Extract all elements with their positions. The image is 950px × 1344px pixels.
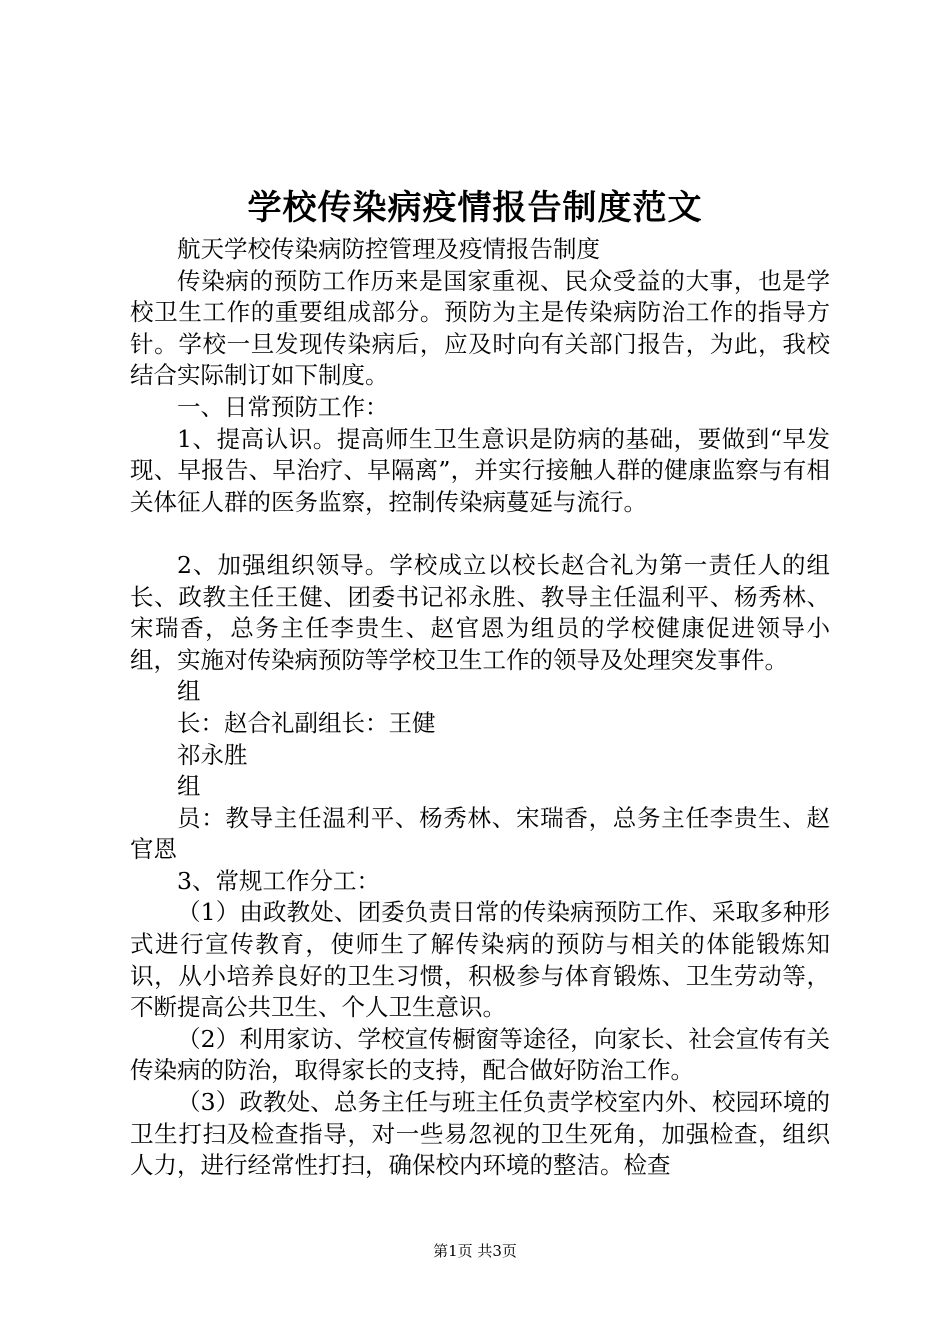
- paragraph-subtitle: 航天学校传染病防控管理及疫情报告制度: [177, 235, 600, 263]
- paragraph-item-2: 2、加强组织领导。学校成立以校长赵合礼为第一责任人的组长、政教主任王健、团委书记祁永胜、教导主任温利平、杨秀林、宋瑞香，总务主任李贵生、赵官恩为组员的学校健康促进领导小组，实施对传染病预防等学校卫生工作的领导及处理突发事件。: [130, 550, 830, 674]
- group-leader-line: 长：赵合礼副组长：王健: [177, 708, 436, 737]
- paragraph-item-1: 1、提高认识。提高师生卫生意识是防病的基础，要做到“早发现、早报告、早治疗、早隔离”，并实行接触人群的健康监察与有相关体征人群的医务监察，控制传染病蔓延与流行。: [130, 424, 830, 516]
- group-label-member-1: 组: [177, 772, 201, 801]
- paragraph-subitem-2: （2）利用家访、学校宣传橱窗等途径，向家长、社会宣传有关传染病的防治，取得家长的支持，配合做好防治工作。: [130, 1024, 830, 1085]
- paragraph-intro: 传染病的预防工作历来是国家重视、民众受益的大事，也是学校卫生工作的重要组成部分。预防为主是传染病防治工作的指导方针。学校一旦发现传染病后，应及时向有关部门报告，为此，我校结合实际制订如下制度。: [130, 266, 830, 390]
- paragraph-subitem-3: （3）政教处、总务主任与班主任负责学校室内外、校园环境的卫生打扫及检查指导，对一些易忽视的卫生死角，加强检查，组织人力，进行经常性打扫，确保校内环境的整洁。检查: [130, 1088, 830, 1180]
- page-number-footer: 第1页 共3页: [433, 1242, 517, 1260]
- group-label-leader-1: 组: [177, 677, 201, 706]
- document-body: [130, 234, 830, 1182]
- document-title: 学校传染病疫情报告制度范文: [247, 188, 703, 228]
- group-deputy-line: 祁永胜: [177, 740, 248, 769]
- group-members-line: 员：教导主任温利平、杨秀林、宋瑞香，总务主任李贵生、赵官恩: [130, 803, 830, 864]
- section-heading-daily-prevention: 一、日常预防工作：: [177, 392, 389, 421]
- paragraph-item-3: 3、常规工作分工：: [177, 866, 380, 895]
- paragraph-subitem-1: （1）由政教处、团委负责日常的传染病预防工作、采取多种形式进行宣传教育，使师生了解传染病的预防与相关的体能锻炼知识，从小培养良好的卫生习惯，积极参与体育锻炼、卫生劳动等，不断提高公共卫生、个人卫生意识。: [130, 898, 830, 1022]
